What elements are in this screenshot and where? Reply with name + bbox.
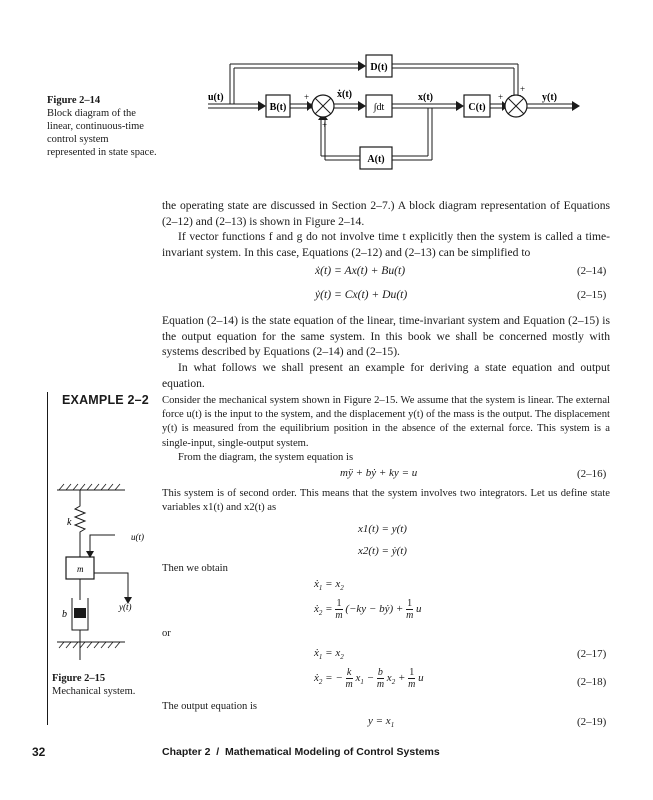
block-diagram (200, 42, 580, 177)
equation-2-15: ẏ(t) = Cx(t) + Du(t) (315, 288, 408, 301)
label-c: C(t) (468, 102, 486, 113)
label-a: A(t) (367, 154, 385, 165)
spring (75, 490, 85, 557)
spring-label: k (67, 517, 72, 528)
equation-2-18: ẋ$_2$ = − $\frac{k}{m}$ $x_1$ − $\frac{b}{m}$ $x_2$ + $\frac{1}{m}$ u (314, 667, 424, 690)
figure-2-15-caption-text: Mechanical system. (52, 686, 136, 697)
signal-xdot: ẋ(t) (337, 89, 352, 100)
definition-x2: x2(t) = ẏ(t) (358, 545, 407, 557)
output-equation-intro: The output equation is (162, 701, 258, 712)
displacement-label: y(t) (119, 602, 132, 612)
example-label: EXAMPLE 2–2 (62, 393, 149, 407)
example-paragraph-3: This system is of second order. This means that the system involves two integrators. Let us define state variables x1(t) and x2(t) as (162, 488, 610, 514)
plus-sign: + (498, 92, 504, 102)
label-integrator: ∫dt (373, 102, 385, 113)
figure-2-15-caption (52, 672, 157, 698)
paragraph-1: the operating state are discussed in Section 2–7.) A block diagram representation of Equations (2–12) and (2–13) is shown in Figure 2–14. (162, 199, 610, 228)
mechanical-system-diagram (55, 480, 155, 660)
figure-2-14-caption-text: Block diagram of the linear, continuous-time control system represented in state space. (47, 108, 157, 158)
plus-sign: + (304, 92, 310, 102)
equation-2-17-number: (2–17) (577, 648, 607, 660)
equation-2-14: ẋ(t) = Ax(t) + Bu(t) (315, 264, 406, 277)
equation-2-19-number: (2–19) (577, 716, 607, 728)
damper-piston (74, 608, 86, 618)
state-equation-1a: ẋ$_1$ = $x_2$ (314, 578, 344, 593)
example-paragraph-2: From the diagram, the system equation is (178, 452, 354, 463)
equation-2-19: $y = x_1$ (368, 715, 395, 730)
ground-wall (55, 640, 145, 654)
paragraph-4: In what follows we shall present an example for deriving a state equation and output equation. (162, 361, 610, 390)
then-we-obtain: Then we obtain (162, 563, 228, 574)
signal-u: u(t) (208, 92, 224, 103)
mass-label: m (77, 564, 84, 574)
figure-2-15-label: Figure 2–15 (52, 673, 106, 684)
example-rule (47, 392, 48, 725)
label-d: D(t) (370, 62, 388, 73)
equation-2-15-number: (2–15) (577, 289, 607, 301)
state-equation-2a: ẋ$_2$ = $\frac{1}{m}$ (−ky − bẏ) + $\frac{1}{m}$ u (314, 598, 422, 621)
equation-2-17: ẋ$_1$ = $x_2$ (314, 647, 344, 662)
page-number: 32 (32, 745, 46, 759)
paragraph-3: Equation (2–14) is the state equation of the linear, time-invariant system and Equation (2–15) is the output equation for the same system. In this book we shall be concerned mostly with systems described by Equations (2–14) and (2–15). (162, 314, 610, 358)
label-b: B(t) (269, 102, 287, 113)
figure-2-14-caption (47, 94, 157, 159)
plus-sign: + (520, 84, 526, 94)
plus-sign: + (322, 120, 328, 130)
figure-2-14-label: Figure 2–14 (47, 95, 101, 106)
or-text: or (162, 628, 171, 639)
damper-label: b (62, 609, 67, 620)
signal-x: x(t) (418, 92, 433, 103)
example-paragraph-1: Consider the mechanical system shown in Figure 2–15. We assume that the system is linear. The external force u(t) is the input to the system, and the displacement y(t) of the mass is the output. The displacement y(t) is measured from the equilibrium position in the absence of the external force. This system is a single-input, single-output system. (162, 395, 610, 449)
signal-y: y(t) (542, 92, 557, 103)
equation-2-14-number: (2–14) (577, 265, 607, 277)
definition-x1: x1(t) = y(t) (358, 523, 407, 535)
chapter-title: Chapter 2 / Mathematical Modeling of Control Systems (162, 746, 440, 758)
equation-2-18-number: (2–18) (577, 676, 607, 688)
equation-2-16-number: (2–16) (577, 468, 607, 480)
equation-2-16: mÿ + bẏ + ky = u (340, 467, 418, 479)
paragraph-2: If vector functions f and g do not involve time t explicitly then the system is called a time-invariant system. In this case, Equations (2–12) and (2–13) can be simplified to (162, 230, 610, 259)
force-label: u(t) (131, 532, 144, 542)
